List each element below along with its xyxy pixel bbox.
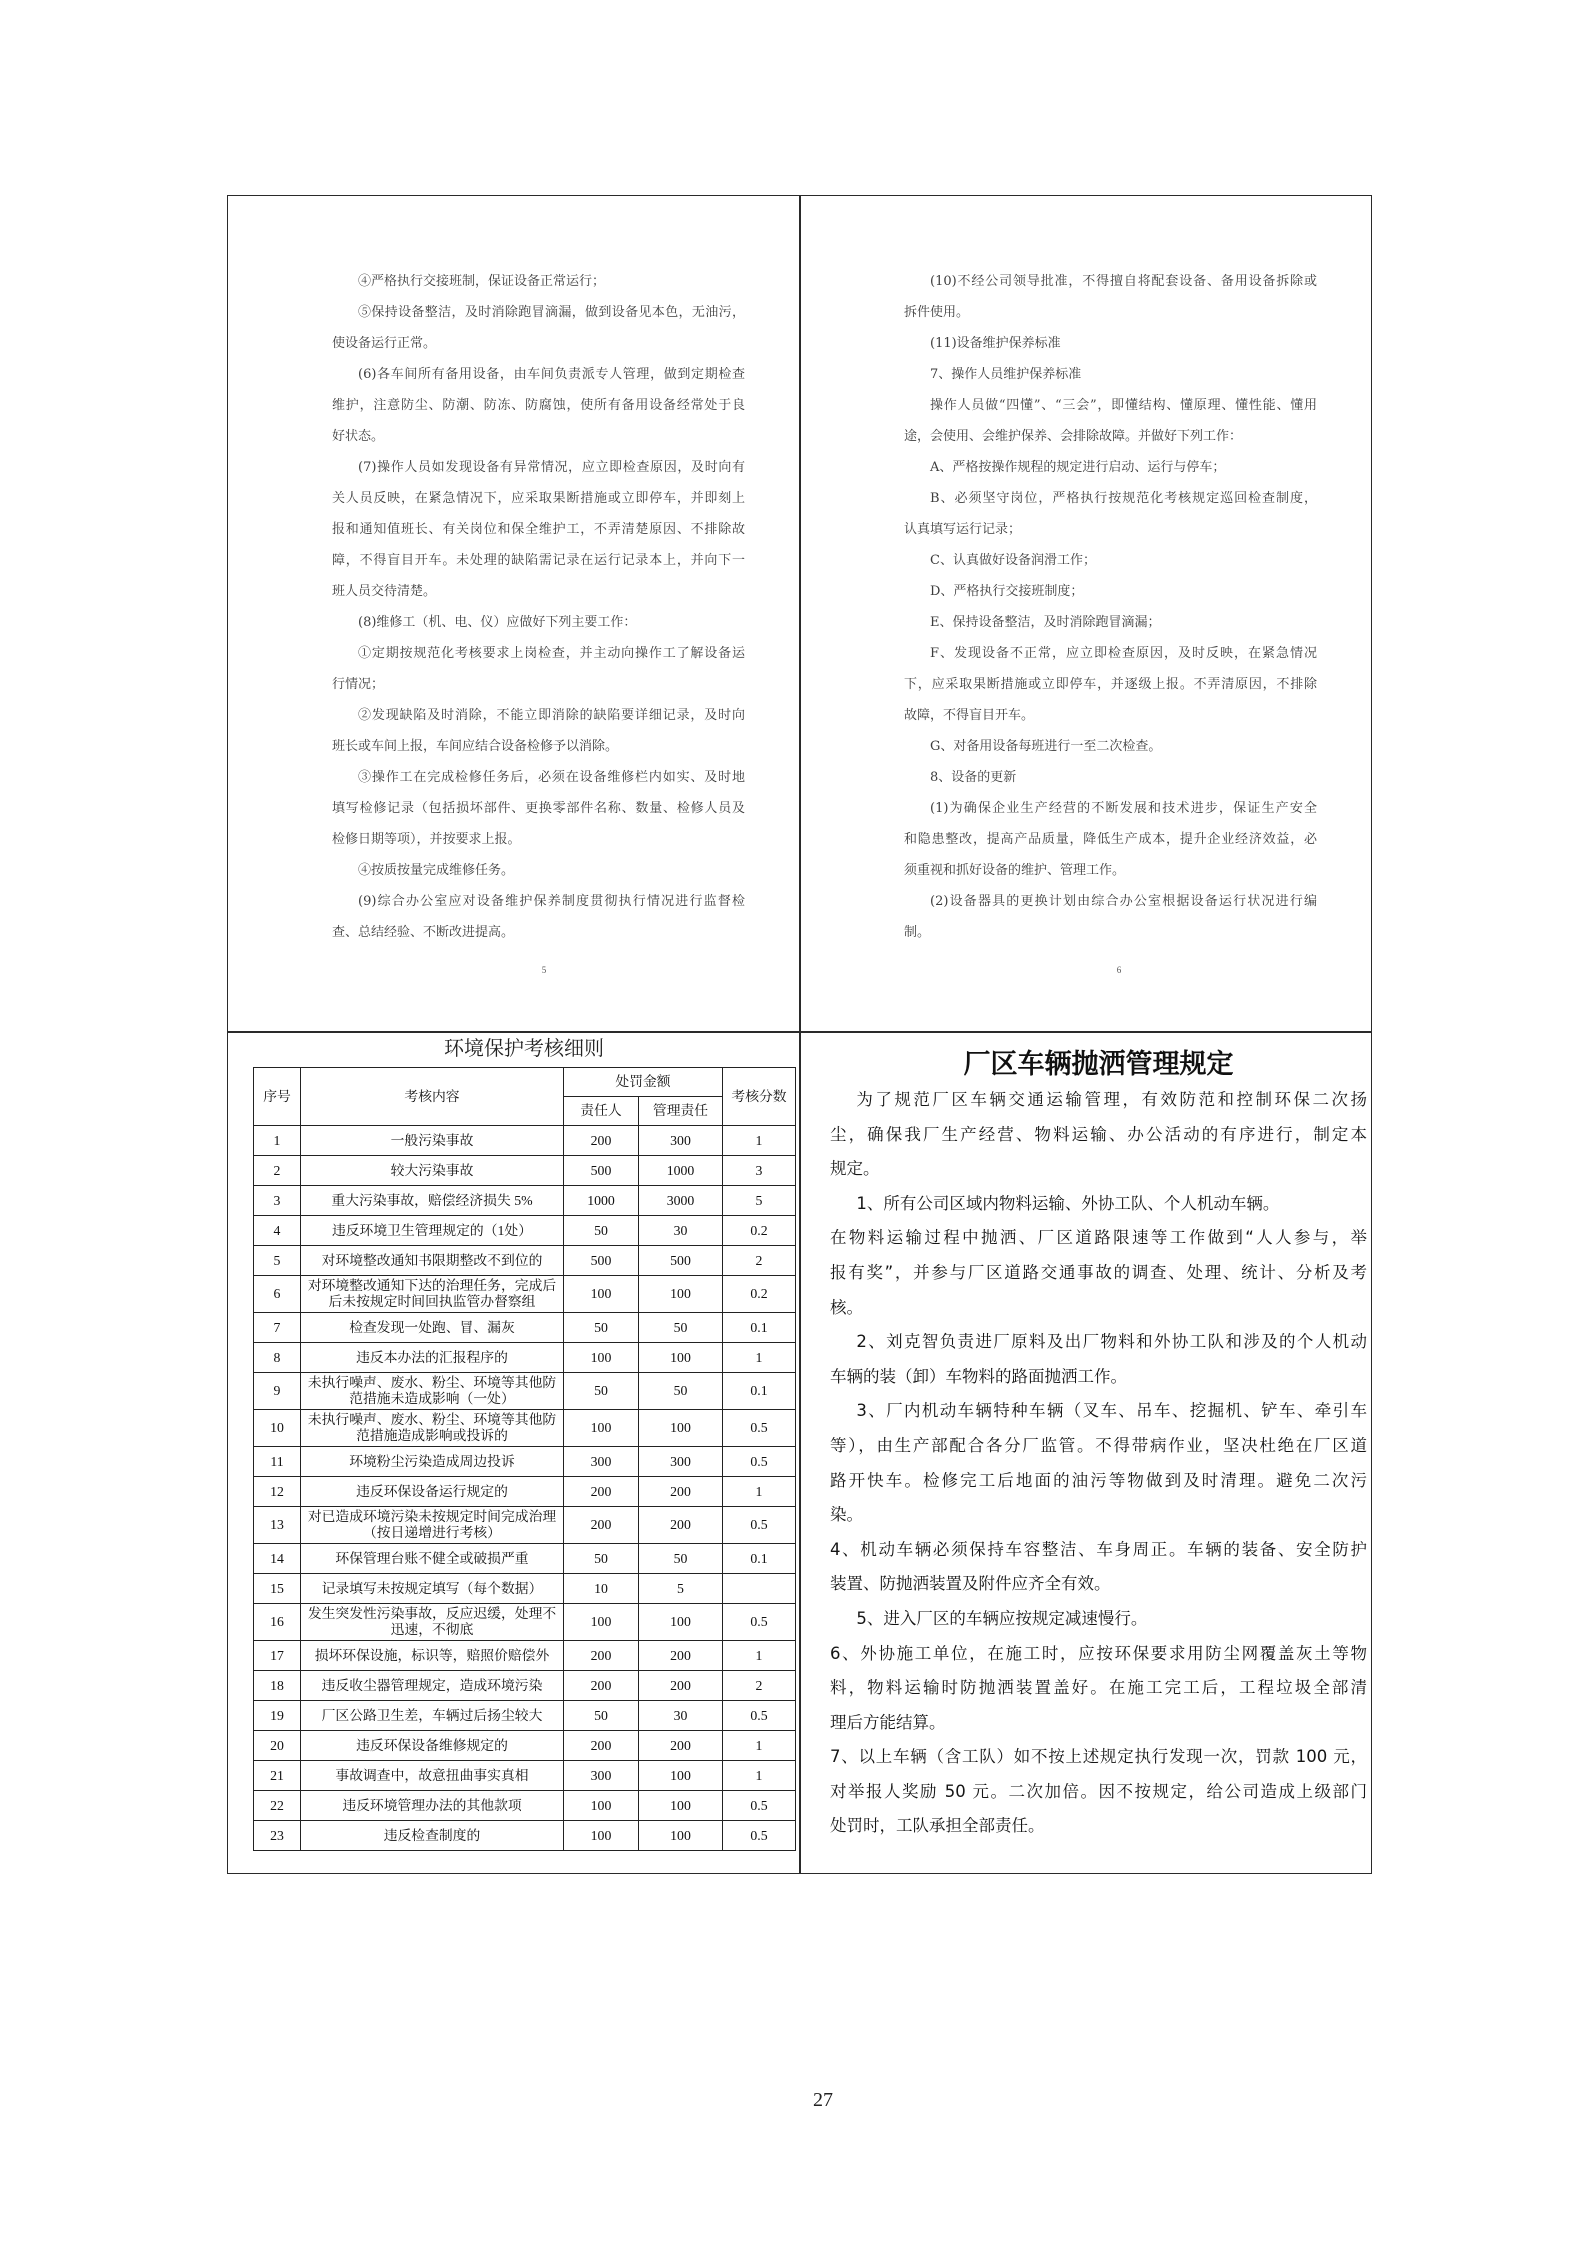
text-line: 好状态。 bbox=[332, 429, 385, 444]
cell-person: 100 bbox=[564, 1821, 639, 1851]
cell-no: 18 bbox=[254, 1671, 301, 1701]
paragraph bbox=[332, 297, 745, 359]
text-line: 尘，确保我厂生产经营、物料运输、办公活动的有序进行，制定本 bbox=[830, 1124, 1367, 1144]
cell-person: 100 bbox=[564, 1343, 639, 1373]
header-item: 考核内容 bbox=[301, 1068, 564, 1126]
cell-item: 对已造成环境污染未按规定时间完成治理（按日递增进行考核） bbox=[301, 1507, 564, 1544]
paragraph bbox=[830, 1533, 1367, 1602]
cell-no: 17 bbox=[254, 1641, 301, 1671]
cell-item: 事故调查中，故意扭曲事实真相 bbox=[301, 1761, 564, 1791]
table-row bbox=[254, 1477, 796, 1507]
paragraph bbox=[904, 731, 1317, 762]
paragraph bbox=[904, 886, 1317, 948]
cell-manager: 100 bbox=[639, 1821, 723, 1851]
text-line: ④严格执行交接班制，保证设备正常运行； bbox=[358, 274, 606, 289]
cell-score: 5 bbox=[723, 1186, 796, 1216]
text-line: ④按质按量完成维修任务。 bbox=[358, 863, 515, 878]
table-header-row bbox=[254, 1068, 796, 1097]
table-row bbox=[254, 1671, 796, 1701]
text-line: 7、以上车辆（含工队）如不按上述规定执行发现一次，罚款 100 元， bbox=[830, 1747, 1367, 1767]
paragraph bbox=[830, 1083, 1367, 1187]
cell-manager: 30 bbox=[639, 1216, 723, 1246]
text-line: 和隐患整改，提高产品质量，降低生产成本，提升企业经济效益，必 bbox=[904, 832, 1317, 847]
cell-no: 22 bbox=[254, 1791, 301, 1821]
cell-person: 200 bbox=[564, 1477, 639, 1507]
text-line: 关人员反映，在紧急情况下，应采取果断措施或立即停车，并即刻上 bbox=[332, 491, 745, 506]
cell-no: 13 bbox=[254, 1507, 301, 1544]
text-line: 制。 bbox=[904, 925, 931, 940]
text-line: ②发现缺陷及时消除，不能立即消除的缺陷要详细记录，及时向 bbox=[358, 708, 745, 723]
text-line: (2)设备器具的更换计划由综合办公室根据设备运行状况进行编 bbox=[930, 894, 1317, 909]
cell-item: 未执行噪声、废水、粉尘、环境等其他防范措施未造成影响（一处） bbox=[301, 1373, 564, 1410]
text-line: C、认真做好设备润滑工作； bbox=[930, 553, 1096, 568]
paragraph bbox=[332, 762, 745, 855]
text-line: 班人员交待清楚。 bbox=[332, 584, 437, 599]
cell-item: 违反环境管理办法的其他款项 bbox=[301, 1791, 564, 1821]
cell-no: 2 bbox=[254, 1156, 301, 1186]
paragraph bbox=[830, 1394, 1367, 1532]
paragraph bbox=[904, 545, 1317, 576]
table-row bbox=[254, 1126, 796, 1156]
paragraph bbox=[904, 390, 1317, 452]
cell-item: 未执行噪声、废水、粉尘、环境等其他防范措施造成影响或投诉的 bbox=[301, 1410, 564, 1447]
cell-item: 对环境整改通知书限期整改不到位的 bbox=[301, 1246, 564, 1276]
cell-score: 0.5 bbox=[723, 1447, 796, 1477]
cell-manager: 300 bbox=[639, 1447, 723, 1477]
paragraph bbox=[904, 328, 1317, 359]
cell-score bbox=[723, 1574, 796, 1604]
cell-manager: 200 bbox=[639, 1641, 723, 1671]
text-line: 操作人员做“四懂”、“三会”，即懂结构、懂原理、懂性能、懂用 bbox=[930, 398, 1317, 413]
text-line: 处罚时，工队承担全部责任。 bbox=[830, 1816, 1045, 1836]
cell-score: 1 bbox=[723, 1477, 796, 1507]
paragraph bbox=[904, 607, 1317, 638]
header-no: 序号 bbox=[254, 1068, 301, 1126]
page-5-number: 5 bbox=[541, 965, 547, 975]
cell-no: 19 bbox=[254, 1701, 301, 1731]
env-assessment-table bbox=[253, 1067, 796, 1851]
paragraph bbox=[830, 1602, 1367, 1637]
page-5-text bbox=[332, 266, 745, 948]
cell-manager: 100 bbox=[639, 1343, 723, 1373]
cell-item: 一般污染事故 bbox=[301, 1126, 564, 1156]
vehicle-rules-text bbox=[830, 1083, 1367, 1844]
text-line: (1)为确保企业生产经营的不断发展和技术进步，保证生产安全 bbox=[930, 801, 1317, 816]
text-line: 故障，不得盲目开车。 bbox=[904, 708, 1035, 723]
cell-score: 0.1 bbox=[723, 1373, 796, 1410]
cell-person: 200 bbox=[564, 1126, 639, 1156]
cell-no: 7 bbox=[254, 1313, 301, 1343]
table-row bbox=[254, 1574, 796, 1604]
cell-manager: 1000 bbox=[639, 1156, 723, 1186]
text-line: 查、总结经验、不断改进提高。 bbox=[332, 925, 515, 940]
text-line: 5、进入厂区的车辆应按规定减速慢行。 bbox=[856, 1608, 1148, 1628]
paragraph bbox=[830, 1637, 1367, 1741]
header-person: 责任人 bbox=[564, 1097, 639, 1126]
text-line: A、严格按操作规程的规定进行启动、运行与停车； bbox=[930, 460, 1226, 475]
text-line: 对举报人奖励 50 元。二次加倍。因不按规定，给公司造成上级部门 bbox=[830, 1781, 1367, 1801]
text-line: 检修日期等项），并按要求上报。 bbox=[332, 832, 521, 847]
table-row bbox=[254, 1731, 796, 1761]
cell-item: 厂区公路卫生差，车辆过后扬尘较大 bbox=[301, 1701, 564, 1731]
text-line: ①定期按规范化考核要求上岗检查，并主动向操作工了解设备运 bbox=[358, 646, 745, 661]
cell-no: 12 bbox=[254, 1477, 301, 1507]
cell-item: 记录填写未按规定填写（每个数据） bbox=[301, 1574, 564, 1604]
cell-item: 发生突发性污染事故，反应迟缓，处理不迅速，不彻底 bbox=[301, 1604, 564, 1641]
cell-manager: 100 bbox=[639, 1276, 723, 1313]
text-line: 装置、防抛洒装置及附件应齐全有效。 bbox=[830, 1574, 1111, 1594]
cell-item: 环保管理台账不健全或破损严重 bbox=[301, 1544, 564, 1574]
paragraph bbox=[332, 700, 745, 762]
table-row bbox=[254, 1276, 796, 1313]
table-row bbox=[254, 1821, 796, 1851]
text-line: 8、设备的更新 bbox=[930, 770, 1017, 785]
text-line: 料，物料运输时防抛洒装置盖好。在施工完工后，工程垃圾全部清 bbox=[830, 1678, 1367, 1698]
cell-score: 0.5 bbox=[723, 1604, 796, 1641]
cell-item: 环境粉尘污染造成周边投诉 bbox=[301, 1447, 564, 1477]
paragraph bbox=[332, 855, 745, 886]
cell-score: 1 bbox=[723, 1761, 796, 1791]
header-penalty: 处罚金额 bbox=[564, 1068, 723, 1097]
text-line: 7、操作人员维护保养标准 bbox=[930, 367, 1082, 382]
table-body bbox=[254, 1126, 796, 1851]
cell-score: 0.1 bbox=[723, 1544, 796, 1574]
page-6-number: 6 bbox=[1116, 965, 1122, 975]
text-line: 理后方能结算。 bbox=[830, 1712, 946, 1732]
cell-no: 21 bbox=[254, 1761, 301, 1791]
paragraph bbox=[332, 886, 745, 948]
cell-person: 100 bbox=[564, 1791, 639, 1821]
cell-score: 0.2 bbox=[723, 1216, 796, 1246]
text-line: 须重视和抓好设备的维护、管理工作。 bbox=[904, 863, 1126, 878]
cell-person: 200 bbox=[564, 1507, 639, 1544]
cell-no: 10 bbox=[254, 1410, 301, 1447]
table-row bbox=[254, 1156, 796, 1186]
cell-no: 3 bbox=[254, 1186, 301, 1216]
cell-person: 100 bbox=[564, 1276, 639, 1313]
cell-manager: 200 bbox=[639, 1671, 723, 1701]
cell-no: 11 bbox=[254, 1447, 301, 1477]
horizontal-divider bbox=[227, 1031, 1372, 1033]
cell-score: 0.5 bbox=[723, 1791, 796, 1821]
cell-score: 2 bbox=[723, 1246, 796, 1276]
table-row bbox=[254, 1246, 796, 1276]
text-line: (10)不经公司领导批准，不得擅自将配套设备、备用设备拆除或 bbox=[930, 274, 1317, 289]
cell-score: 2 bbox=[723, 1671, 796, 1701]
vehicle-rules-title: 厂区车辆抛洒管理规定 bbox=[963, 1049, 1234, 1080]
text-line: 3、厂内机动车辆特种车辆（叉车、吊车、挖掘机、铲车、牵引车 bbox=[856, 1401, 1367, 1421]
paragraph bbox=[904, 452, 1317, 483]
cell-score: 0.5 bbox=[723, 1507, 796, 1544]
cell-manager: 200 bbox=[639, 1507, 723, 1544]
cell-manager: 30 bbox=[639, 1701, 723, 1731]
cell-no: 5 bbox=[254, 1246, 301, 1276]
cell-no: 15 bbox=[254, 1574, 301, 1604]
cell-person: 300 bbox=[564, 1761, 639, 1791]
cell-manager: 100 bbox=[639, 1410, 723, 1447]
table-row bbox=[254, 1313, 796, 1343]
text-line: 下，应采取果断措施或立即停车，并逐级上报。不弄清原因，不排除 bbox=[904, 677, 1317, 692]
text-line: 为了规范厂区车辆交通运输管理，有效防范和控制环保二次扬 bbox=[856, 1090, 1367, 1109]
text-line: ⑤保持设备整洁，及时消除跑冒滴漏，做到设备见本色，无油污， bbox=[358, 305, 745, 320]
cell-score: 0.5 bbox=[723, 1410, 796, 1447]
text-line: 6、外协施工单位，在施工时，应按环保要求用防尘网覆盖灰土等物 bbox=[830, 1643, 1367, 1663]
paragraph bbox=[904, 576, 1317, 607]
cell-item: 违反检查制度的 bbox=[301, 1821, 564, 1851]
header-manager: 管理责任 bbox=[639, 1097, 723, 1126]
text-line: 报和通知值班长、有关岗位和保全维护工，不弄清楚原因、不排除故 bbox=[332, 522, 745, 537]
table-row bbox=[254, 1447, 796, 1477]
cell-person: 500 bbox=[564, 1246, 639, 1276]
text-line: (6)各车间所有备用设备，由车间负责派专人管理，做到定期检查 bbox=[358, 367, 745, 382]
text-line: D、严格执行交接班制度； bbox=[930, 584, 1084, 599]
cell-person: 50 bbox=[564, 1313, 639, 1343]
cell-person: 100 bbox=[564, 1604, 639, 1641]
text-line: 报有奖”，并参与厂区道路交通事故的调查、处理、统计、分析及考 bbox=[830, 1262, 1367, 1282]
page-6-text bbox=[904, 266, 1317, 948]
cell-item: 对环境整改通知下达的治理任务，完成后后未按规定时间回执监管办督察组 bbox=[301, 1276, 564, 1313]
cell-score: 1 bbox=[723, 1731, 796, 1761]
cell-no: 9 bbox=[254, 1373, 301, 1410]
cell-person: 200 bbox=[564, 1731, 639, 1761]
cell-manager: 100 bbox=[639, 1761, 723, 1791]
cell-no: 8 bbox=[254, 1343, 301, 1373]
text-line: 染。 bbox=[830, 1505, 863, 1525]
text-line: B、必须坚守岗位，严格执行按规范化考核规定巡回检查制度， bbox=[930, 491, 1317, 506]
vertical-divider bbox=[799, 195, 801, 1874]
paragraph bbox=[332, 607, 745, 638]
cell-item: 违反收尘器管理规定，造成环境污染 bbox=[301, 1671, 564, 1701]
text-line: 核。 bbox=[830, 1297, 863, 1317]
cell-manager: 5 bbox=[639, 1574, 723, 1604]
paragraph bbox=[830, 1325, 1367, 1394]
cell-item: 较大污染事故 bbox=[301, 1156, 564, 1186]
cell-score: 0.5 bbox=[723, 1701, 796, 1731]
text-line: 4、机动车辆必须保持车容整洁、车身周正。车辆的装备、安全防护 bbox=[830, 1539, 1367, 1559]
paragraph bbox=[332, 638, 745, 700]
cell-item: 损坏环保设施，标识等，赔照价赔偿外 bbox=[301, 1641, 564, 1671]
table-row bbox=[254, 1701, 796, 1731]
table-row bbox=[254, 1791, 796, 1821]
text-line: (9)综合办公室应对设备维护保养制度贯彻执行情况进行监督检 bbox=[358, 894, 745, 909]
cell-manager: 50 bbox=[639, 1313, 723, 1343]
cell-person: 50 bbox=[564, 1216, 639, 1246]
text-line: (8)维修工（机、电、仪）应做好下列主要工作： bbox=[358, 615, 637, 630]
cell-no: 6 bbox=[254, 1276, 301, 1313]
text-line: (7)操作人员如发现设备有异常情况，应立即检查原因，及时向有 bbox=[358, 460, 745, 475]
text-line: 2、刘克智负责进厂原料及出厂物料和外协工队和涉及的个人机动 bbox=[856, 1332, 1367, 1352]
text-line: E、保持设备整洁，及时消除跑冒滴漏； bbox=[930, 615, 1161, 630]
cell-no: 23 bbox=[254, 1821, 301, 1851]
paragraph bbox=[332, 452, 745, 607]
text-line: 1、所有公司区域内物料运输、外协工队、个人机动车辆。 bbox=[856, 1193, 1280, 1213]
paragraph bbox=[904, 762, 1317, 793]
cell-no: 4 bbox=[254, 1216, 301, 1246]
text-line: 拆件使用。 bbox=[904, 305, 970, 320]
cell-manager: 500 bbox=[639, 1246, 723, 1276]
cell-item: 违反环保设备运行规定的 bbox=[301, 1477, 564, 1507]
cell-person: 200 bbox=[564, 1641, 639, 1671]
cell-item: 检查发现一处跑、冒、漏灰 bbox=[301, 1313, 564, 1343]
paragraph bbox=[904, 359, 1317, 390]
cell-manager: 3000 bbox=[639, 1186, 723, 1216]
cell-item: 重大污染事故，赔偿经济损失 5% bbox=[301, 1186, 564, 1216]
cell-manager: 50 bbox=[639, 1373, 723, 1410]
text-line: F、发现设备不正常，应立即检查原因，及时反映，在紧急情况 bbox=[930, 646, 1317, 661]
header-score: 考核分数 bbox=[723, 1068, 796, 1126]
text-line: 等），由生产部配合各分厂监管。不得带病作业，坚决杜绝在厂区道 bbox=[830, 1435, 1367, 1455]
paragraph bbox=[830, 1740, 1367, 1844]
cell-no: 16 bbox=[254, 1604, 301, 1641]
table-row bbox=[254, 1373, 796, 1410]
cell-score: 1 bbox=[723, 1343, 796, 1373]
cell-manager: 300 bbox=[639, 1126, 723, 1156]
cell-item: 违反本办法的汇报程序的 bbox=[301, 1343, 564, 1373]
cell-person: 50 bbox=[564, 1544, 639, 1574]
cell-no: 1 bbox=[254, 1126, 301, 1156]
cell-no: 14 bbox=[254, 1544, 301, 1574]
cell-manager: 200 bbox=[639, 1477, 723, 1507]
cell-score: 3 bbox=[723, 1156, 796, 1186]
cell-person: 50 bbox=[564, 1701, 639, 1731]
text-line: G、对备用设备每班进行一至二次检查。 bbox=[930, 739, 1162, 754]
text-line: 认真填写运行记录； bbox=[904, 522, 1022, 537]
paragraph bbox=[830, 1221, 1367, 1325]
text-line: 行情况； bbox=[332, 677, 385, 692]
text-line: 班长或车间上报，车间应结合设备检修予以消除。 bbox=[332, 739, 619, 754]
table-row bbox=[254, 1186, 796, 1216]
paragraph bbox=[332, 359, 745, 452]
cell-score: 1 bbox=[723, 1126, 796, 1156]
text-line: 路开快车。检修完工后地面的油污等物做到及时清理。避免二次污 bbox=[830, 1470, 1367, 1490]
cell-manager: 50 bbox=[639, 1544, 723, 1574]
cell-manager: 100 bbox=[639, 1604, 723, 1641]
cell-score: 0.5 bbox=[723, 1821, 796, 1851]
table-row bbox=[254, 1410, 796, 1447]
cell-manager: 100 bbox=[639, 1791, 723, 1821]
text-line: 维护，注意防尘、防潮、防冻、防腐蚀，使所有备用设备经常处于良 bbox=[332, 398, 745, 413]
cell-person: 200 bbox=[564, 1671, 639, 1701]
table-row bbox=[254, 1507, 796, 1544]
cell-person: 100 bbox=[564, 1410, 639, 1447]
cell-person: 1000 bbox=[564, 1186, 639, 1216]
text-line: 使设备运行正常。 bbox=[332, 336, 437, 351]
env-table-title: 环境保护考核细则 bbox=[444, 1036, 604, 1060]
cell-score: 0.1 bbox=[723, 1313, 796, 1343]
paragraph bbox=[904, 483, 1317, 545]
table-row bbox=[254, 1544, 796, 1574]
cell-score: 1 bbox=[723, 1641, 796, 1671]
text-line: 途，会使用、会维护保养、会排除故障。并做好下列工作： bbox=[904, 429, 1243, 444]
text-line: ③操作工在完成检修任务后，必须在设备维修栏内如实、及时地 bbox=[358, 770, 745, 785]
page-number: 27 bbox=[813, 2089, 833, 2111]
text-line: 填写检修记录（包括损坏部件、更换零部件名称、数量、检修人员及 bbox=[332, 801, 745, 816]
text-line: 在物料运输过程中抛洒、厂区道路限速等工作做到“人人参与，举 bbox=[830, 1228, 1367, 1248]
cell-person: 10 bbox=[564, 1574, 639, 1604]
cell-item: 违反环境卫生管理规定的（1处） bbox=[301, 1216, 564, 1246]
table-row bbox=[254, 1641, 796, 1671]
table-row bbox=[254, 1761, 796, 1791]
paragraph bbox=[904, 793, 1317, 886]
text-line: 障，不得盲目开车。未处理的缺陷需记录在运行记录本上，并向下一 bbox=[332, 553, 745, 568]
cell-item: 违反环保设备维修规定的 bbox=[301, 1731, 564, 1761]
text-line: 车辆的装（卸）车物料的路面抛洒工作。 bbox=[830, 1366, 1127, 1386]
cell-person: 300 bbox=[564, 1447, 639, 1477]
paragraph bbox=[830, 1187, 1367, 1222]
table-row bbox=[254, 1343, 796, 1373]
table-row bbox=[254, 1604, 796, 1641]
text-line: 规定。 bbox=[830, 1159, 880, 1179]
paragraph bbox=[904, 266, 1317, 328]
cell-score: 0.2 bbox=[723, 1276, 796, 1313]
paragraph bbox=[332, 266, 745, 297]
table-row bbox=[254, 1216, 796, 1246]
cell-person: 50 bbox=[564, 1373, 639, 1410]
cell-no: 20 bbox=[254, 1731, 301, 1761]
text-line: (11)设备维护保养标准 bbox=[930, 336, 1061, 351]
cell-manager: 200 bbox=[639, 1731, 723, 1761]
paragraph bbox=[904, 638, 1317, 731]
cell-person: 500 bbox=[564, 1156, 639, 1186]
